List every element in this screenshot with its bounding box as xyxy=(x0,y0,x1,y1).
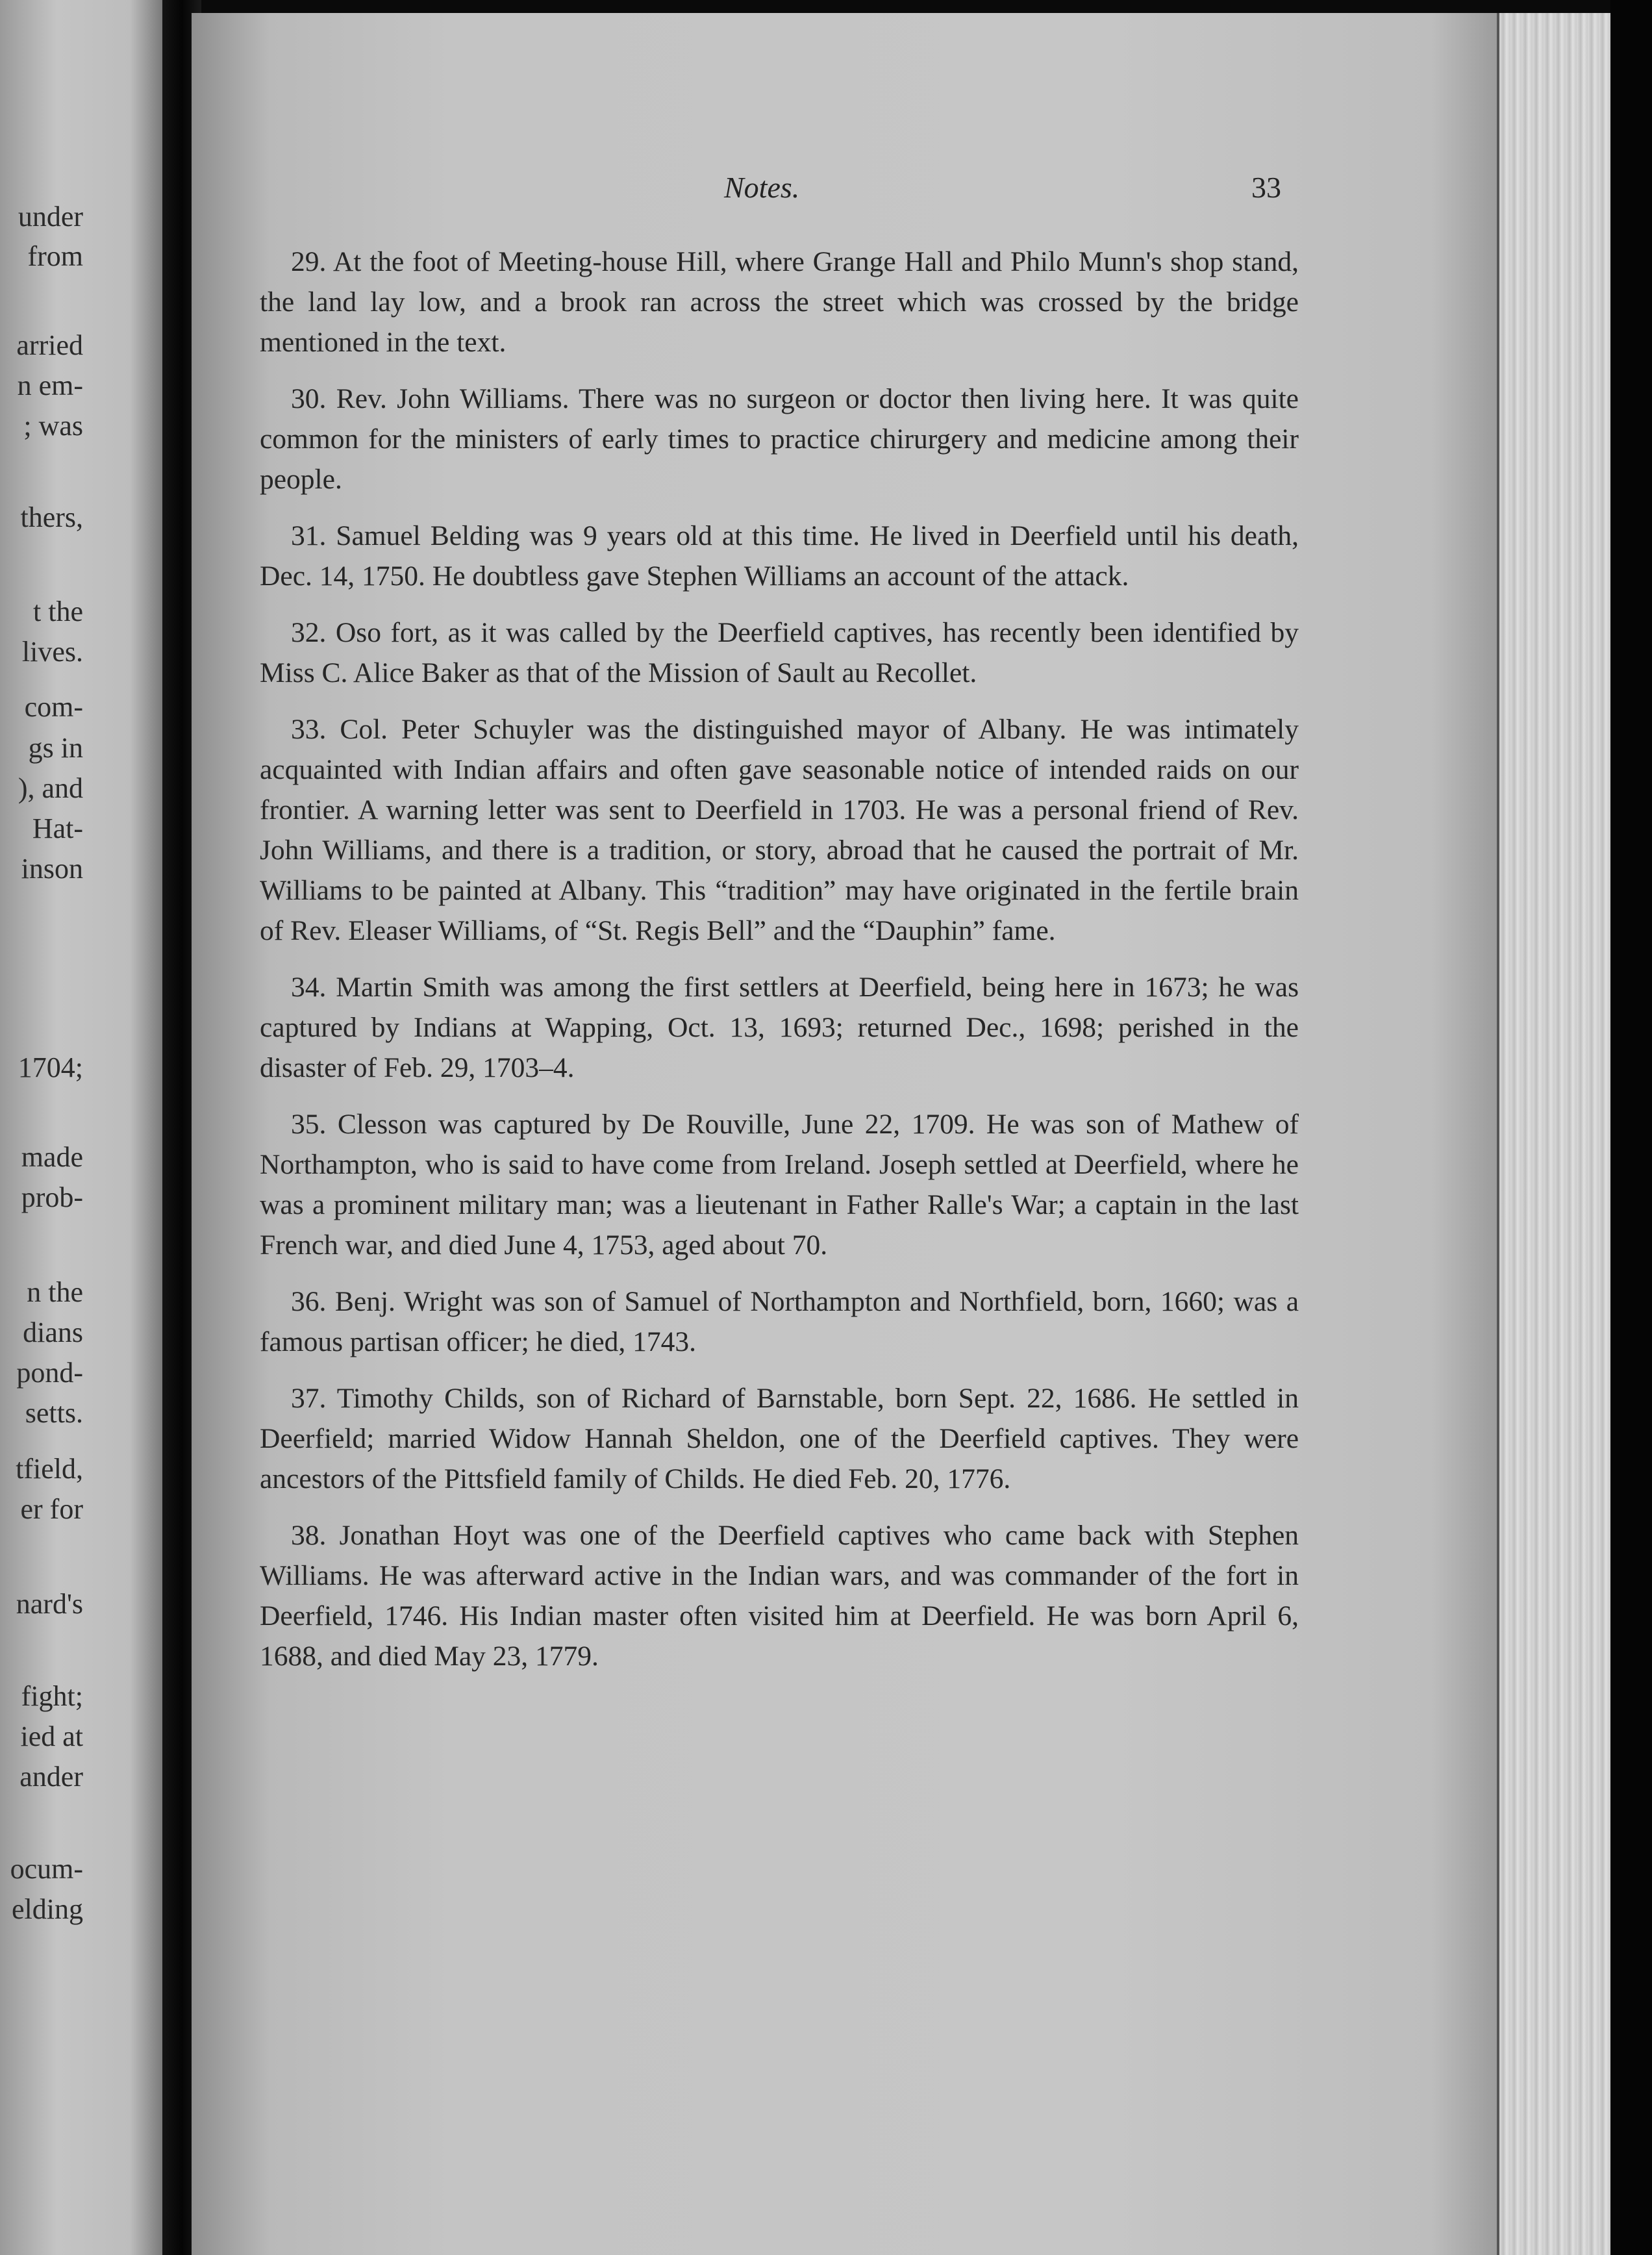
left-text-fragment: ied at xyxy=(20,1720,83,1752)
left-text-fragment: nard's xyxy=(16,1588,83,1620)
left-text-fragment: tfield, xyxy=(16,1453,83,1485)
left-text-fragment: made xyxy=(21,1141,83,1173)
left-text-fragment: ander xyxy=(19,1761,83,1793)
left-text-fragment: com- xyxy=(24,691,83,723)
left-text-fragment: inson xyxy=(21,853,83,885)
left-text-fragment: thers, xyxy=(20,501,83,533)
note-34: 34. Martin Smith was among the first settlers at Deerfield, being here in 1673; he was captured by Indians at Wapping, Oct. 13, 1693; returned Dec., 1698; perished in the disaster of Feb. 29, 1703–4. xyxy=(260,972,1299,1083)
left-text-fragment: under xyxy=(18,201,83,233)
note-33: 33. Col. Peter Schuyler was the distinguished mayor of Albany. He was intimately acquainted with Indian affairs and often gave seasonable notice of intended raids on our frontier. A warning letter was sent to Deerfield in 1703. He was a personal friend of Rev. John Williams, and there is a tradition, or story, abroad that he caused the portrait of Mr. Williams to be painted at Albany. This “tradition” may have originated in the fertile brain of Rev. Eleaser Williams, of “St. Regis Bell” and the “Dauphin” fame. xyxy=(260,714,1299,946)
page-number: 33 xyxy=(1251,171,1281,204)
note-31: 31. Samuel Belding was 9 years old at this time. He lived in Deerfield until his death, Dec. 14, 1750. He doubtless gave Stephen Williams an account of the attack. xyxy=(260,520,1299,592)
note-32: 32. Oso fort, as it was called by the Deerfield captives, has recently been identified by Miss C. Alice Baker as that of the Mission of Sault au Recollet. xyxy=(260,617,1299,688)
note-29: 29. At the foot of Meeting-house Hill, where Grange Hall and Philo Munn's shop stand, the land lay low, and a brook ran across the street which was crossed by the bridge mentioned in the text. xyxy=(260,246,1299,358)
notes-list xyxy=(260,242,1299,1693)
note-37: 37. Timothy Childs, son of Richard of Barnstable, born Sept. 22, 1686. He settled in Deerfield; married Widow Hannah Sheldon, one of the Deerfield captives. They were ancestors of the Pittsfield family of Childs. He died Feb. 20, 1776. xyxy=(260,1383,1299,1494)
left-text-fragment: fight; xyxy=(21,1680,83,1712)
left-text-fragment: ; was xyxy=(23,410,83,442)
left-text-fragment: gs in xyxy=(28,732,83,764)
left-text-fragment: prob- xyxy=(21,1181,83,1213)
left-page-text-column xyxy=(0,0,162,2255)
page-stack-edge xyxy=(1497,13,1613,2255)
left-text-fragment: n em- xyxy=(17,370,83,401)
left-page xyxy=(0,0,162,2255)
note-35: 35. Clesson was captured by De Rouville, June 22, 1709. He was son of Mathew of Northampton, who is said to have come from Ireland. Joseph settled at Deerfield, where he was a prominent military man; was a lieutenant in Father Ralle's War; a captain in the last French war, and died June 4, 1753, aged about 70. xyxy=(260,1109,1299,1261)
scan-background-edge xyxy=(1610,0,1652,2255)
left-text-fragment: from xyxy=(27,240,83,272)
left-text-fragment: er for xyxy=(20,1493,83,1525)
left-text-fragment: ), and xyxy=(18,772,83,804)
left-text-fragment: setts. xyxy=(25,1397,83,1429)
left-text-fragment: elding xyxy=(12,1893,83,1925)
running-head-title: Notes. xyxy=(724,171,800,204)
note-30: 30. Rev. John Williams. There was no surgeon or doctor then living here. It was quite common for the ministers of early times to practice chirurgery and medicine among their people. xyxy=(260,383,1299,495)
note-36: 36. Benj. Wright was son of Samuel of Northampton and Northfield, born, 1660; was a famous partisan officer; he died, 1743. xyxy=(260,1286,1299,1357)
left-text-fragment: pond- xyxy=(16,1357,83,1389)
left-text-fragment: t the xyxy=(33,596,83,627)
left-text-fragment: 1704; xyxy=(18,1052,83,1083)
note-38: 38. Jonathan Hoyt was one of the Deerfield captives who came back with Stephen Williams. He was afterward active in the Indian wars, and was commander of the fort in Deerfield, 1746. His Indian master often visited him at Deerfield. He was born April 6, 1688, and died May 23, 1779. xyxy=(260,1520,1299,1672)
left-text-fragment: n the xyxy=(27,1276,83,1308)
left-text-fragment: Hat- xyxy=(32,813,83,844)
left-text-fragment: lives. xyxy=(21,636,83,668)
left-text-fragment: arried xyxy=(16,329,83,361)
left-text-fragment: dians xyxy=(23,1316,83,1348)
left-text-fragment: ocum- xyxy=(10,1853,83,1885)
